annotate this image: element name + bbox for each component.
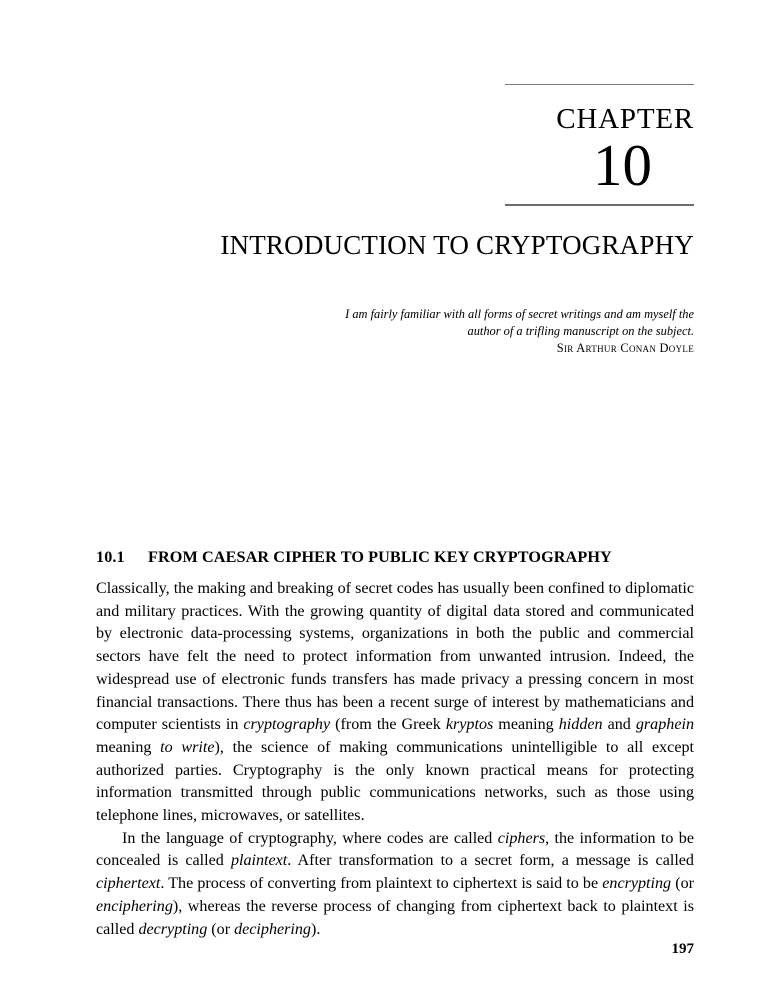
p1-text-1: Classically, the making and breaking of secret codes has usually been confined to diplomatic and military practices. With the growing quantity of digital data stored and communicated by electronic data-processing systems, organizations in both the public and commercial sectors have felt the need to protect information from unwanted intrusion. Indeed, the widespread use of electronic funds transfers has made privacy a pressing concern in most financial transactions. There thus has been a recent surge of interest by mathematicians and computer scientists in [96, 580, 694, 734]
p2-text-5: (or [671, 875, 694, 893]
chapter-title: INTRODUCTION TO CRYPTOGRAPHY [220, 230, 694, 260]
section-number: 10.1 [96, 548, 125, 566]
p2-text-7: (or [207, 920, 235, 938]
p1-text-5: meaning [96, 738, 161, 756]
epigraph [232, 306, 694, 357]
chapter-rule-bottom [505, 204, 694, 206]
chapter-header [96, 84, 694, 206]
p1-emphasis-hidden: hidden [558, 716, 603, 734]
epigraph-line-1: I am fairly familiar with all forms of secret writings and am myself the [345, 307, 694, 321]
p2-emphasis-plaintext: plaintext [230, 852, 288, 870]
paragraph-2 [96, 828, 694, 942]
paragraph-1 [96, 578, 694, 828]
p1-emphasis-graphein: graphein [635, 716, 694, 734]
chapter-rule-top [505, 84, 694, 85]
page-number: 197 [671, 941, 694, 957]
chapter-number: 10 [593, 132, 652, 198]
p2-text-1: In the language of cryptography, where codes are called [122, 829, 498, 847]
p2-emphasis-enciphering: enciphering [96, 897, 173, 915]
p1-text-2: (from the Greek [330, 716, 446, 734]
p2-text-3: . After transformation to a secret form, a message is called [287, 852, 694, 870]
epigraph-line-2: author of a trifling manuscript on the subject. [467, 323, 694, 338]
epigraph-attribution: Sir Arthur Conan Doyle [556, 341, 694, 355]
p1-emphasis-to-write: to write [160, 738, 215, 756]
p2-emphasis-ciphers: ciphers [497, 829, 546, 847]
p1-emphasis-kryptos: kryptos [445, 716, 494, 734]
section-heading [96, 548, 694, 567]
p1-text-3: meaning [493, 716, 559, 734]
p2-text-8: ). [310, 920, 321, 938]
p2-emphasis-ciphertext: ciphertext [96, 875, 161, 893]
p2-emphasis-decrypting: decrypting [138, 920, 208, 938]
p2-emphasis-encrypting: encrypting [602, 875, 672, 893]
p2-text-6: ), whereas the reverse process of changing from ciphertext back to plaintext is called [96, 897, 694, 938]
p2-emphasis-deciphering: deciphering [234, 920, 311, 938]
section-title: FROM CAESAR CIPHER TO PUBLIC KEY CRYPTOGRAPHY [148, 548, 612, 566]
chapter-label: CHAPTER [556, 103, 694, 135]
p1-text-4: and [602, 716, 636, 734]
p1-text-6: ), the science of making communications unintelligible to all except authorized parties. Cryptography is the only known practical means for protecting information transmitted through public communications networks, such as those using telephone lines, microwaves, or satellites. [96, 738, 694, 825]
body-text [96, 578, 694, 941]
p1-emphasis-cryptography: cryptography [243, 716, 331, 734]
p2-text-4: . The process of converting from plaintext to ciphertext is said to be [160, 875, 603, 893]
p2-text-2: , the information to be concealed is called [96, 829, 694, 870]
